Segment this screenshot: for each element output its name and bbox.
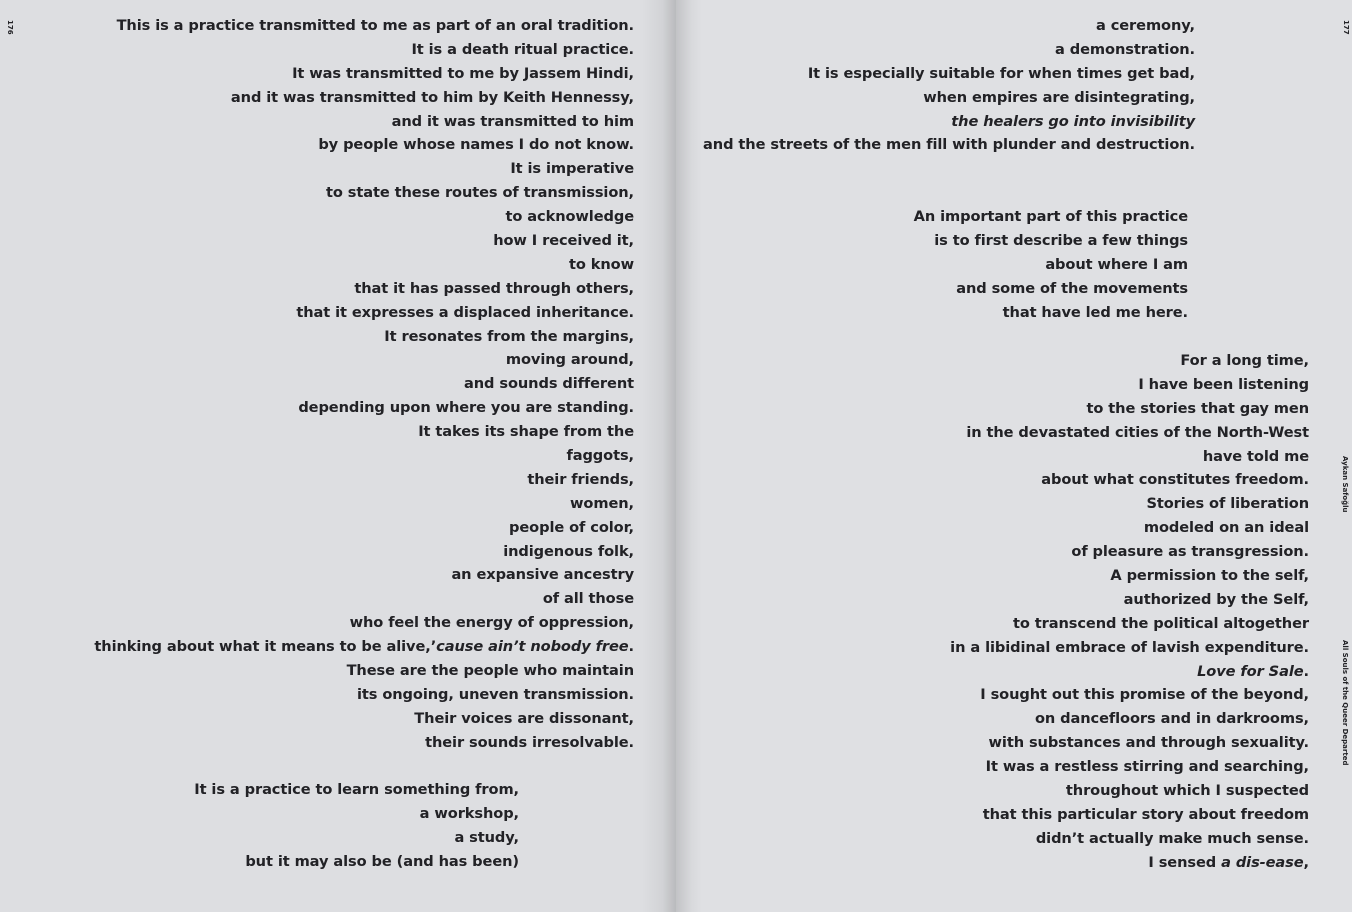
- poem-line: that have led me here.: [1002, 303, 1188, 321]
- poem-line: throughout which I suspected: [1065, 782, 1309, 800]
- poem-line: It is a practice to learn something from,: [194, 781, 519, 798]
- poem-line: how I received it,: [493, 232, 634, 250]
- poem-line: a ceremony,: [1095, 17, 1195, 34]
- poem-line-mixed: [676, 660, 1309, 684]
- gutter-shadow: [642, 0, 676, 912]
- text-plain: thinking about what it means to be alive,’: [94, 638, 437, 656]
- poem-line: that this particular story about freedom: [982, 805, 1309, 823]
- poem-line: authorized by the Self,: [1123, 590, 1309, 608]
- poem-line: I sought out this promise of the beyond,: [980, 686, 1309, 704]
- poem-line: It is imperative: [510, 160, 634, 178]
- poem-line: to state these routes of transmission,: [325, 184, 634, 202]
- stanza-oral-tradition: [94, 14, 634, 755]
- poem-line: its ongoing, uneven transmission.: [357, 685, 634, 703]
- poem-line: that it has passed through others,: [354, 279, 634, 297]
- poem-line: about what constitutes freedom.: [1041, 471, 1309, 489]
- stanza-where-i-am: [676, 205, 1188, 324]
- poem-line: that it expresses a displaced inheritance.: [296, 303, 634, 321]
- poem-line: It was a restless stirring and searching,: [985, 758, 1309, 776]
- poem-line: An important part of this practice: [913, 208, 1188, 225]
- page-number-left: 176: [6, 20, 14, 35]
- poem-line: about where I am: [1045, 255, 1188, 273]
- text-punct: .: [1303, 662, 1309, 680]
- running-head-author: Aykan Safoğlu: [1341, 456, 1349, 513]
- page-number-right: 177: [1342, 20, 1350, 35]
- poem-line: I have been listening: [1138, 375, 1309, 393]
- poem-line: didn’t actually make much sense.: [1035, 829, 1309, 847]
- poem-line: who feel the energy of oppression,: [349, 614, 634, 632]
- poem-line-mixed: [94, 635, 634, 659]
- poem-line: This is a practice transmitted to me as part of an oral tradition.: [116, 17, 634, 34]
- text-punct: .: [628, 638, 634, 656]
- right-page: [676, 0, 1352, 912]
- text-italic: the healers go into invisibility: [951, 112, 1195, 130]
- poem-line: It is a death ritual practice.: [411, 40, 634, 58]
- poem-line: when empires are disintegrating,: [923, 88, 1195, 106]
- poem-line: but it may also be (and has been): [245, 852, 519, 870]
- text-plain: I sensed: [1148, 853, 1222, 871]
- poem-line: in a libidinal embrace of lavish expenditure.: [950, 638, 1309, 656]
- poem-line: on dancefloors and in darkrooms,: [1034, 710, 1309, 728]
- poem-line: and it was transmitted to him by Keith Hennessy,: [230, 88, 634, 106]
- text-italic: Love for Sale: [1197, 662, 1304, 680]
- poem-line: of pleasure as transgression.: [1071, 543, 1309, 561]
- poem-line: their friends,: [527, 470, 634, 488]
- poem-line: Their voices are dissonant,: [414, 709, 634, 727]
- poem-line: their sounds irresolvable.: [425, 733, 634, 751]
- poem-line: modeled on an ideal: [1143, 519, 1309, 537]
- poem-line: moving around,: [505, 351, 634, 369]
- poem-line: For a long time,: [1180, 352, 1309, 369]
- poem-line: indigenous folk,: [503, 542, 634, 560]
- poem-line: a demonstration.: [1055, 40, 1195, 58]
- stanza-freedom-stories: [676, 349, 1309, 875]
- poem-line: It was transmitted to me by Jassem Hindi,: [292, 64, 634, 82]
- poem-line: women,: [570, 494, 634, 512]
- poem-line: Stories of liberation: [1146, 495, 1309, 513]
- poem-line: faggots,: [566, 447, 634, 465]
- poem-line: and the streets of the men fill with plunder and destruction.: [703, 136, 1195, 154]
- poem-line-italic: [676, 110, 1195, 134]
- poem-line: and some of the movements: [956, 279, 1188, 297]
- text-italic: a dis-ease: [1221, 853, 1304, 871]
- poem-line: and sounds different: [464, 375, 634, 393]
- poem-line: with substances and through sexuality.: [988, 734, 1309, 752]
- poem-line: It resonates from the margins,: [384, 327, 634, 345]
- poem-line: to acknowledge: [505, 208, 634, 226]
- text-italic: cause ain’t nobody free: [436, 638, 629, 656]
- poem-line: to the stories that gay men: [1086, 399, 1309, 417]
- poem-line: in the devastated cities of the North-West: [966, 423, 1309, 441]
- poem-line-mixed: [676, 851, 1309, 875]
- poem-line: and it was transmitted to him: [391, 112, 634, 130]
- poem-line: of all those: [542, 590, 634, 608]
- poem-line: people of color,: [509, 518, 634, 536]
- poem-line: a study,: [454, 828, 519, 846]
- poem-line: These are the people who maintain: [346, 662, 634, 680]
- stanza-ceremony: [676, 14, 1195, 157]
- poem-line: a workshop,: [419, 804, 519, 822]
- stanza-practice-to-learn: [194, 778, 519, 874]
- poem-line: depending upon where you are standing.: [298, 399, 634, 417]
- poem-line: have told me: [1202, 447, 1309, 465]
- poem-line: A permission to the self,: [1110, 567, 1309, 585]
- poem-line: is to first describe a few things: [934, 231, 1188, 249]
- poem-line: to know: [569, 255, 634, 273]
- poem-line: an expansive ancestry: [451, 566, 634, 584]
- poem-line: It is especially suitable for when times get bad,: [807, 64, 1195, 82]
- poem-line: by people whose names I do not know.: [318, 136, 634, 154]
- poem-line: to transcend the political altogether: [1013, 614, 1309, 632]
- poem-line: It takes its shape from the: [418, 423, 634, 441]
- text-punct: ,: [1303, 853, 1309, 871]
- running-head-title: All Souls of the Queer Departed: [1341, 640, 1349, 766]
